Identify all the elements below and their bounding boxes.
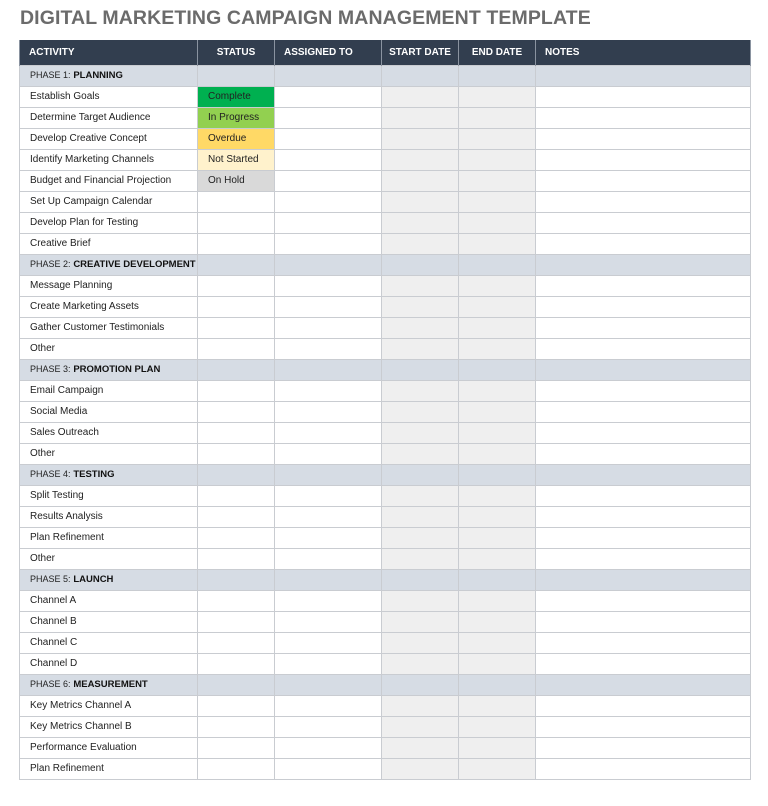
end-date-cell[interactable]	[459, 401, 536, 422]
phase-label	[20, 569, 198, 590]
notes-cell[interactable]	[536, 464, 751, 485]
column-header-status[interactable]: STATUS	[198, 40, 275, 65]
phase-name: MEASUREMENT	[73, 679, 148, 690]
activity-cell[interactable]: Channel D	[20, 653, 198, 674]
start-date-cell[interactable]	[382, 212, 459, 233]
start-date-cell[interactable]	[382, 548, 459, 569]
notes-cell[interactable]	[536, 317, 751, 338]
notes-cell[interactable]	[536, 443, 751, 464]
status-cell[interactable]	[198, 338, 275, 359]
end-date-cell[interactable]	[459, 338, 536, 359]
status-cell[interactable]	[198, 233, 275, 254]
notes-cell[interactable]	[536, 632, 751, 653]
phase-prefix: PHASE 5:	[30, 574, 71, 584]
status-cell[interactable]	[198, 191, 275, 212]
activity-cell[interactable]: Email Campaign	[20, 380, 198, 401]
assigned-to-cell[interactable]	[275, 737, 382, 758]
table-row	[20, 653, 751, 674]
status-cell[interactable]	[198, 737, 275, 758]
start-date-cell[interactable]	[382, 107, 459, 128]
phase-label	[20, 359, 198, 380]
assigned-to-cell[interactable]	[275, 107, 382, 128]
notes-cell[interactable]	[536, 170, 751, 191]
phase-prefix: PHASE 4:	[30, 469, 71, 479]
status-cell[interactable]	[198, 590, 275, 611]
status-cell[interactable]	[198, 758, 275, 779]
table-body	[20, 65, 751, 779]
end-date-cell[interactable]	[459, 359, 536, 380]
notes-cell[interactable]	[536, 338, 751, 359]
start-date-cell[interactable]	[382, 401, 459, 422]
assigned-to-cell[interactable]	[275, 443, 382, 464]
status-cell[interactable]	[198, 359, 275, 380]
phase-prefix: PHASE 6:	[30, 679, 71, 689]
status-cell[interactable]	[198, 485, 275, 506]
end-date-cell[interactable]	[459, 569, 536, 590]
status-cell[interactable]: Complete	[198, 86, 275, 107]
column-header-end-date[interactable]: END DATE	[459, 40, 536, 65]
assigned-to-cell[interactable]	[275, 401, 382, 422]
phase-name: CREATIVE DEVELOPMENT	[73, 259, 196, 270]
notes-cell[interactable]	[536, 611, 751, 632]
status-cell[interactable]	[198, 401, 275, 422]
assigned-to-cell[interactable]	[275, 296, 382, 317]
assigned-to-cell[interactable]	[275, 254, 382, 275]
table-row	[20, 317, 751, 338]
activity-cell[interactable]: Results Analysis	[20, 506, 198, 527]
column-header-start-date[interactable]: START DATE	[382, 40, 459, 65]
end-date-cell[interactable]	[459, 317, 536, 338]
status-cell[interactable]	[198, 380, 275, 401]
assigned-to-cell[interactable]	[275, 632, 382, 653]
end-date-cell[interactable]	[459, 149, 536, 170]
assigned-to-cell[interactable]	[275, 569, 382, 590]
notes-cell[interactable]	[536, 212, 751, 233]
assigned-to-cell[interactable]	[275, 653, 382, 674]
phase-label	[20, 254, 198, 275]
start-date-cell[interactable]	[382, 338, 459, 359]
start-date-cell[interactable]	[382, 359, 459, 380]
status-cell[interactable]: On Hold	[198, 170, 275, 191]
assigned-to-cell[interactable]	[275, 716, 382, 737]
status-cell[interactable]	[198, 254, 275, 275]
phase-name: PLANNING	[73, 70, 123, 81]
end-date-cell[interactable]	[459, 506, 536, 527]
activity-cell[interactable]: Develop Plan for Testing	[20, 212, 198, 233]
activity-cell[interactable]: Determine Target Audience	[20, 107, 198, 128]
assigned-to-cell[interactable]	[275, 695, 382, 716]
assigned-to-cell[interactable]	[275, 86, 382, 107]
phase-row	[20, 569, 751, 590]
table-row	[20, 149, 751, 170]
phase-row	[20, 674, 751, 695]
end-date-cell[interactable]	[459, 674, 536, 695]
start-date-cell[interactable]	[382, 317, 459, 338]
start-date-cell[interactable]	[382, 758, 459, 779]
activity-cell[interactable]: Sales Outreach	[20, 422, 198, 443]
status-cell[interactable]: In Progress	[198, 107, 275, 128]
notes-cell[interactable]	[536, 191, 751, 212]
assigned-to-cell[interactable]	[275, 338, 382, 359]
notes-cell[interactable]	[536, 149, 751, 170]
status-cell[interactable]	[198, 422, 275, 443]
assigned-to-cell[interactable]	[275, 590, 382, 611]
assigned-to-cell[interactable]	[275, 611, 382, 632]
table-row	[20, 737, 751, 758]
start-date-cell[interactable]	[382, 86, 459, 107]
campaign-table	[19, 40, 751, 780]
end-date-cell[interactable]	[459, 296, 536, 317]
notes-cell[interactable]	[536, 296, 751, 317]
notes-cell[interactable]	[536, 653, 751, 674]
activity-cell[interactable]: Channel A	[20, 590, 198, 611]
page-title: DIGITAL MARKETING CAMPAIGN MANAGEMENT TEMPLATE	[20, 7, 591, 29]
notes-cell[interactable]	[536, 695, 751, 716]
table-row	[20, 380, 751, 401]
notes-cell[interactable]	[536, 65, 751, 86]
notes-cell[interactable]	[536, 86, 751, 107]
table-row	[20, 170, 751, 191]
start-date-cell[interactable]	[382, 128, 459, 149]
table-row	[20, 632, 751, 653]
status-cell[interactable]	[198, 506, 275, 527]
end-date-cell[interactable]	[459, 233, 536, 254]
table-row	[20, 338, 751, 359]
status-cell[interactable]	[198, 569, 275, 590]
end-date-cell[interactable]	[459, 716, 536, 737]
assigned-to-cell[interactable]	[275, 359, 382, 380]
header-row	[20, 40, 751, 65]
table-row	[20, 107, 751, 128]
end-date-cell[interactable]	[459, 107, 536, 128]
column-header-assigned-to[interactable]: ASSIGNED TO	[275, 40, 382, 65]
notes-cell[interactable]	[536, 275, 751, 296]
end-date-cell[interactable]	[459, 590, 536, 611]
status-cell[interactable]	[198, 275, 275, 296]
notes-cell[interactable]	[536, 527, 751, 548]
notes-cell[interactable]	[536, 590, 751, 611]
status-cell[interactable]	[198, 716, 275, 737]
table-row	[20, 128, 751, 149]
phase-label	[20, 674, 198, 695]
end-date-cell[interactable]	[459, 422, 536, 443]
table-row	[20, 275, 751, 296]
assigned-to-cell[interactable]	[275, 380, 382, 401]
start-date-cell[interactable]	[382, 653, 459, 674]
activity-cell[interactable]: Message Planning	[20, 275, 198, 296]
table-row	[20, 86, 751, 107]
start-date-cell[interactable]	[382, 485, 459, 506]
notes-cell[interactable]	[536, 674, 751, 695]
table-row	[20, 296, 751, 317]
notes-cell[interactable]	[536, 485, 751, 506]
table-row	[20, 590, 751, 611]
end-date-cell[interactable]	[459, 191, 536, 212]
activity-cell[interactable]: Plan Refinement	[20, 527, 198, 548]
phase-row	[20, 359, 751, 380]
start-date-cell[interactable]	[382, 65, 459, 86]
end-date-cell[interactable]	[459, 275, 536, 296]
end-date-cell[interactable]	[459, 632, 536, 653]
start-date-cell[interactable]	[382, 233, 459, 254]
start-date-cell[interactable]	[382, 716, 459, 737]
end-date-cell[interactable]	[459, 212, 536, 233]
activity-cell[interactable]: Gather Customer Testimonials	[20, 317, 198, 338]
notes-cell[interactable]	[536, 548, 751, 569]
phase-prefix: PHASE 1:	[30, 70, 71, 80]
end-date-cell[interactable]	[459, 485, 536, 506]
assigned-to-cell[interactable]	[275, 317, 382, 338]
phase-prefix: PHASE 3:	[30, 364, 71, 374]
start-date-cell[interactable]	[382, 422, 459, 443]
assigned-to-cell[interactable]	[275, 65, 382, 86]
notes-cell[interactable]	[536, 128, 751, 149]
table-row	[20, 485, 751, 506]
assigned-to-cell[interactable]	[275, 422, 382, 443]
activity-cell[interactable]: Other	[20, 443, 198, 464]
activity-cell[interactable]: Social Media	[20, 401, 198, 422]
table-row	[20, 716, 751, 737]
notes-cell[interactable]	[536, 233, 751, 254]
phase-label	[20, 65, 198, 86]
start-date-cell[interactable]	[382, 695, 459, 716]
activity-cell[interactable]: Channel B	[20, 611, 198, 632]
activity-cell[interactable]: Set Up Campaign Calendar	[20, 191, 198, 212]
end-date-cell[interactable]	[459, 170, 536, 191]
activity-cell[interactable]: Split Testing	[20, 485, 198, 506]
phase-name: TESTING	[73, 469, 115, 480]
phase-row	[20, 464, 751, 485]
end-date-cell[interactable]	[459, 527, 536, 548]
activity-cell[interactable]: Develop Creative Concept	[20, 128, 198, 149]
phase-name: PROMOTION PLAN	[73, 364, 161, 375]
table-row	[20, 191, 751, 212]
activity-cell[interactable]: Key Metrics Channel B	[20, 716, 198, 737]
end-date-cell[interactable]	[459, 548, 536, 569]
start-date-cell[interactable]	[382, 275, 459, 296]
status-cell[interactable]	[198, 674, 275, 695]
end-date-cell[interactable]	[459, 443, 536, 464]
assigned-to-cell[interactable]	[275, 758, 382, 779]
assigned-to-cell[interactable]	[275, 128, 382, 149]
status-cell[interactable]	[198, 632, 275, 653]
start-date-cell[interactable]	[382, 254, 459, 275]
end-date-cell[interactable]	[459, 65, 536, 86]
assigned-to-cell[interactable]	[275, 233, 382, 254]
assigned-to-cell[interactable]	[275, 149, 382, 170]
start-date-cell[interactable]	[382, 737, 459, 758]
assigned-to-cell[interactable]	[275, 191, 382, 212]
notes-cell[interactable]	[536, 401, 751, 422]
table-row	[20, 212, 751, 233]
end-date-cell[interactable]	[459, 86, 536, 107]
start-date-cell[interactable]	[382, 149, 459, 170]
start-date-cell[interactable]	[382, 464, 459, 485]
assigned-to-cell[interactable]	[275, 548, 382, 569]
start-date-cell[interactable]	[382, 590, 459, 611]
notes-cell[interactable]	[536, 107, 751, 128]
start-date-cell[interactable]	[382, 674, 459, 695]
end-date-cell[interactable]	[459, 464, 536, 485]
status-cell[interactable]	[198, 212, 275, 233]
notes-cell[interactable]	[536, 506, 751, 527]
table-row	[20, 611, 751, 632]
assigned-to-cell[interactable]	[275, 464, 382, 485]
end-date-cell[interactable]	[459, 254, 536, 275]
start-date-cell[interactable]	[382, 611, 459, 632]
assigned-to-cell[interactable]	[275, 527, 382, 548]
column-header-activity[interactable]: ACTIVITY	[20, 40, 198, 65]
end-date-cell[interactable]	[459, 653, 536, 674]
table-row	[20, 401, 751, 422]
notes-cell[interactable]	[536, 758, 751, 779]
status-cell[interactable]	[198, 296, 275, 317]
activity-cell[interactable]: Create Marketing Assets	[20, 296, 198, 317]
activity-cell[interactable]: Creative Brief	[20, 233, 198, 254]
start-date-cell[interactable]	[382, 527, 459, 548]
start-date-cell[interactable]	[382, 569, 459, 590]
start-date-cell[interactable]	[382, 296, 459, 317]
table-row	[20, 527, 751, 548]
notes-cell[interactable]	[536, 422, 751, 443]
phase-row	[20, 254, 751, 275]
phase-prefix: PHASE 2:	[30, 259, 71, 269]
activity-cell[interactable]: Key Metrics Channel A	[20, 695, 198, 716]
phase-row	[20, 65, 751, 86]
status-cell[interactable]	[198, 464, 275, 485]
table-row	[20, 758, 751, 779]
status-cell[interactable]	[198, 653, 275, 674]
table-row	[20, 443, 751, 464]
end-date-cell[interactable]	[459, 128, 536, 149]
table-row	[20, 422, 751, 443]
assigned-to-cell[interactable]	[275, 170, 382, 191]
end-date-cell[interactable]	[459, 758, 536, 779]
phase-name: LAUNCH	[73, 574, 114, 585]
assigned-to-cell[interactable]	[275, 674, 382, 695]
notes-cell[interactable]	[536, 716, 751, 737]
end-date-cell[interactable]	[459, 611, 536, 632]
status-cell[interactable]: Overdue	[198, 128, 275, 149]
start-date-cell[interactable]	[382, 506, 459, 527]
table-row	[20, 548, 751, 569]
start-date-cell[interactable]	[382, 443, 459, 464]
activity-cell[interactable]: Identify Marketing Channels	[20, 149, 198, 170]
notes-cell[interactable]	[536, 359, 751, 380]
activity-cell[interactable]: Other	[20, 548, 198, 569]
activity-cell[interactable]: Establish Goals	[20, 86, 198, 107]
table-row	[20, 695, 751, 716]
status-cell[interactable]	[198, 695, 275, 716]
status-cell[interactable]	[198, 527, 275, 548]
start-date-cell[interactable]	[382, 380, 459, 401]
table-row	[20, 233, 751, 254]
activity-cell[interactable]: Budget and Financial Projection	[20, 170, 198, 191]
status-cell[interactable]: Not Started	[198, 149, 275, 170]
status-cell[interactable]	[198, 317, 275, 338]
activity-cell[interactable]: Other	[20, 338, 198, 359]
assigned-to-cell[interactable]	[275, 506, 382, 527]
end-date-cell[interactable]	[459, 695, 536, 716]
activity-cell[interactable]: Channel C	[20, 632, 198, 653]
status-cell[interactable]	[198, 548, 275, 569]
status-cell[interactable]	[198, 443, 275, 464]
notes-cell[interactable]	[536, 254, 751, 275]
assigned-to-cell[interactable]	[275, 485, 382, 506]
phase-label	[20, 464, 198, 485]
start-date-cell[interactable]	[382, 191, 459, 212]
notes-cell[interactable]	[536, 737, 751, 758]
table-row	[20, 506, 751, 527]
end-date-cell[interactable]	[459, 737, 536, 758]
start-date-cell[interactable]	[382, 170, 459, 191]
status-cell[interactable]	[198, 65, 275, 86]
activity-cell[interactable]: Performance Evaluation	[20, 737, 198, 758]
notes-cell[interactable]	[536, 380, 751, 401]
status-cell[interactable]	[198, 611, 275, 632]
activity-cell[interactable]: Plan Refinement	[20, 758, 198, 779]
assigned-to-cell[interactable]	[275, 275, 382, 296]
column-header-notes[interactable]: NOTES	[536, 40, 751, 65]
start-date-cell[interactable]	[382, 632, 459, 653]
assigned-to-cell[interactable]	[275, 212, 382, 233]
notes-cell[interactable]	[536, 569, 751, 590]
end-date-cell[interactable]	[459, 380, 536, 401]
